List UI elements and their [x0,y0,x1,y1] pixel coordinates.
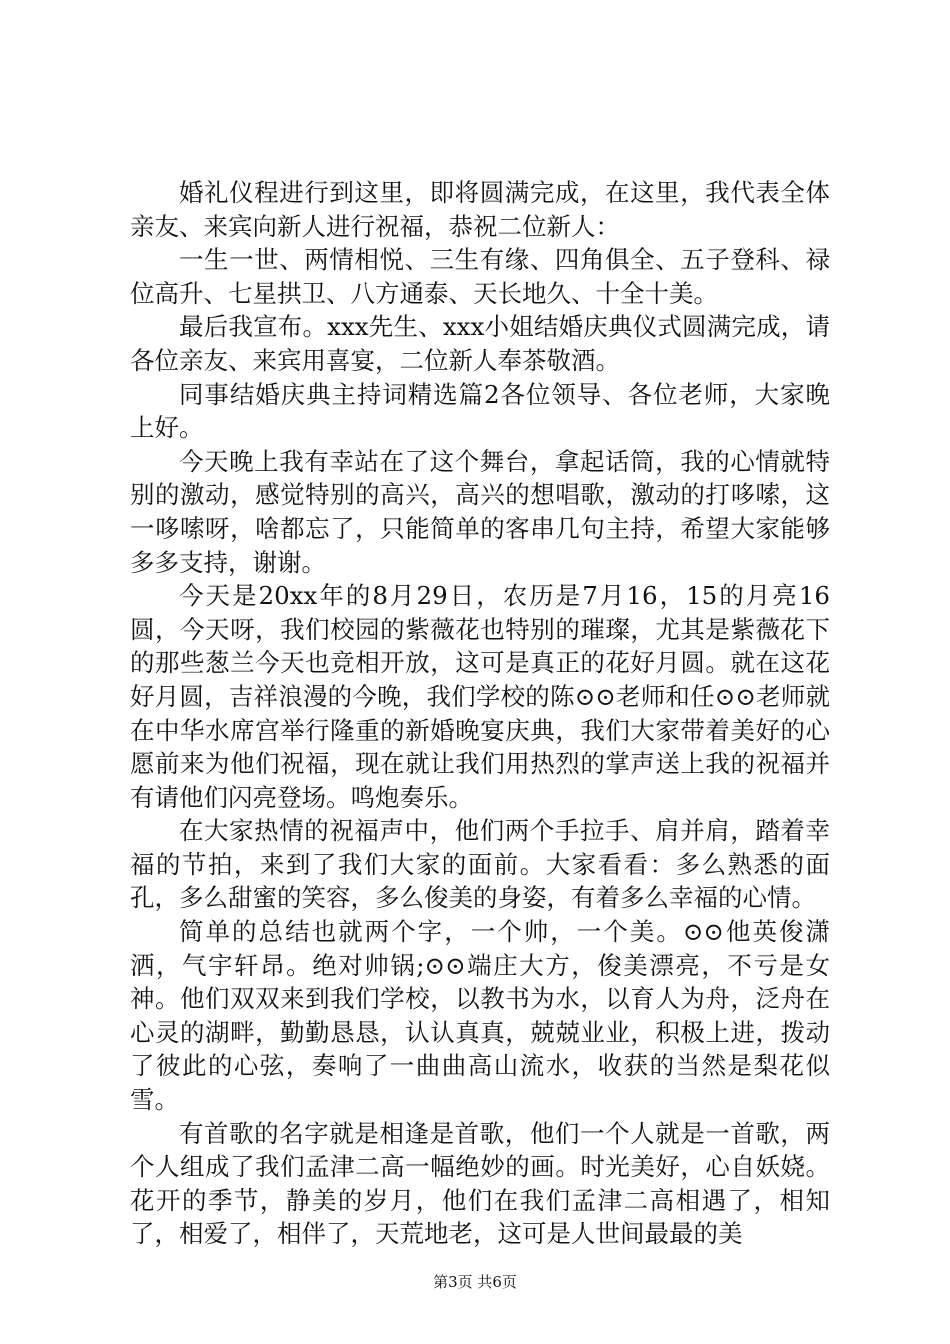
paragraph: 在大家热情的祝福声中，他们两个手拉手、肩并肩，踏着幸福的节拍，来到了我们大家的面前。大家看看：多么熟悉的面孔，多么甜蜜的笑容，多么俊美的身姿，有着多么幸福的心情。 [130,816,830,913]
page-number-footer: 第3页 共6页 [433,1273,517,1291]
paragraph: 同事结婚庆典主持词精选篇2各位领导、各位老师，大家晚上好。 [130,379,830,443]
paragraph: 最后我宣布。xxx先生、xxx小姐结婚庆典仪式圆满完成，请各位亲友、来宾用喜宴，二位新人奉茶敬酒。 [130,312,830,375]
paragraph: 一生一世、两情相悦、三生有缘、四角俱全、五子登科、禄位高升、七星拱卫、八方通泰、天长地久、十全十美。 [130,245,830,308]
paragraph: 今天是20xx年的8月29日，农历是7月16，15的月亮16圆，今天呀，我们校园的紫薇花也特别的璀璨，尤其是紫薇花下的那些葱兰今天也竞相开放，这可是真正的花好月圆。就在这花好月圆，吉祥浪漫的今晚，我们学校的陈⊙⊙老师和任⊙⊙老师就在中华水席宫举行隆重的新婚晚宴庆典，我们大家带着美好的心愿前来为他们祝福，现在就让我们用热烈的掌声送上我的祝福并有请他们闪亮登场。鸣炮奏乐。 [130,581,830,812]
paragraph: 简单的总结也就两个字，一个帅，一个美。⊙⊙他英俊潇洒，气宇轩昂。绝对帅锅;⊙⊙端庄大方，俊美漂亮，不亏是女神。他们双双来到我们学校，以教书为水，以育人为舟，泛舟在心灵的湖畔，勤勤恳恳，认认真真，兢兢业业，积极上进，拨动了彼此的心弦，奏响了一曲曲高山流水，收获的当然是梨花似雪。 [130,917,830,1115]
paragraph: 有首歌的名字就是相逢是首歌，他们一个人就是一首歌，两个人组成了我们孟津二高一幅绝妙的画。时光美好，心自妖娆。花开的季节，静美的岁月，他们在我们孟津二高相遇了，相知了，相爱了，相伴了，天荒地老，这可是人世间最最的美 [130,1118,830,1249]
paragraph: 婚礼仪程进行到这里，即将圆满完成，在这里，我代表全体亲友、来宾向新人进行祝福，恭祝二位新人： [130,178,830,241]
paragraph: 今天晚上我有幸站在了这个舞台，拿起话筒，我的心情就特别的激动，感觉特别的高兴，高兴的想唱歌，激动的打哆嗦，这一哆嗦呀，啥都忘了，只能简单的客串几句主持，希望大家能够多多支持，谢谢。 [130,446,830,577]
document-body [130,176,830,1251]
